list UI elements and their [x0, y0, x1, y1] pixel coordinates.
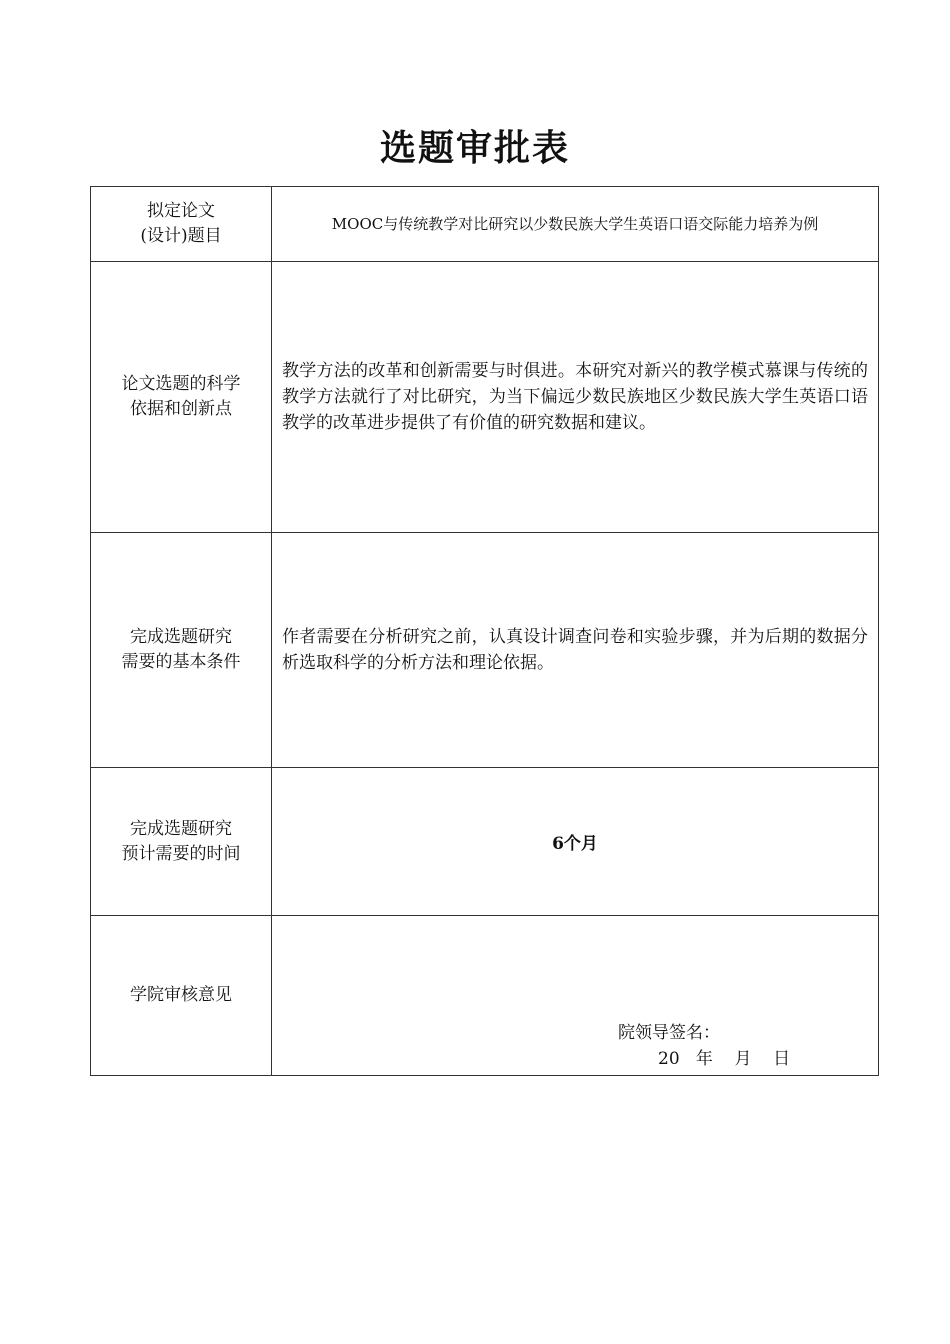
- topic-value: MOOC与传统教学对比研究以少数民族大学生英语口语交际能力培养为例: [331, 215, 819, 233]
- basis-label-line1: 论文选题的科学: [121, 374, 241, 394]
- conditions-label: [91, 533, 272, 768]
- conditions-row: [91, 533, 879, 768]
- review-label: [91, 916, 272, 1076]
- basis-label-line2: 依据和创新点: [130, 399, 232, 419]
- time-value: 6个月: [552, 834, 598, 854]
- time-label-line2: 预计需要的时间: [121, 843, 241, 864]
- review-row: [91, 916, 879, 1076]
- signature-label: 院领导签名：: [618, 1023, 720, 1043]
- basis-value: 教学方法的改革和创新需要与时俱进。本研究对新兴的教学模式慕课与传统的教学方法就行了对比研究，为当下偏远少数民族地区少数民族大学生英语口语教学的改革进步提供了有价值的研究数据和建议。: [282, 361, 868, 433]
- topic-value-cell: [272, 187, 879, 262]
- conditions-label-line2: 需要的基本条件: [121, 652, 241, 672]
- time-label-line1: 完成选题研究: [130, 818, 232, 839]
- approval-form-table: [90, 186, 879, 1076]
- topic-label-line2: (设计)题目: [140, 226, 222, 246]
- review-value-cell: [272, 916, 879, 1076]
- basis-row: [91, 262, 879, 533]
- date-line: 20 年 月 日: [658, 1049, 791, 1069]
- review-label-text: 学院审核意见: [130, 985, 232, 1005]
- time-value-cell: [272, 768, 879, 916]
- time-label: [91, 768, 272, 916]
- page-title: 选题审批表: [379, 127, 570, 169]
- signature-block: [618, 1020, 790, 1072]
- topic-row: [91, 187, 879, 262]
- basis-label: [91, 262, 272, 533]
- conditions-value: 作者需要在分析研究之前，认真设计调查问卷和实验步骤，并为后期的数据分析选取科学的分析方法和理论依据。: [282, 627, 868, 673]
- time-row: [91, 768, 879, 916]
- conditions-value-cell: [272, 533, 879, 768]
- topic-label: [91, 187, 272, 262]
- topic-label-line1: 拟定论文: [147, 201, 215, 221]
- basis-value-cell: [272, 262, 879, 533]
- conditions-label-line1: 完成选题研究: [130, 627, 232, 647]
